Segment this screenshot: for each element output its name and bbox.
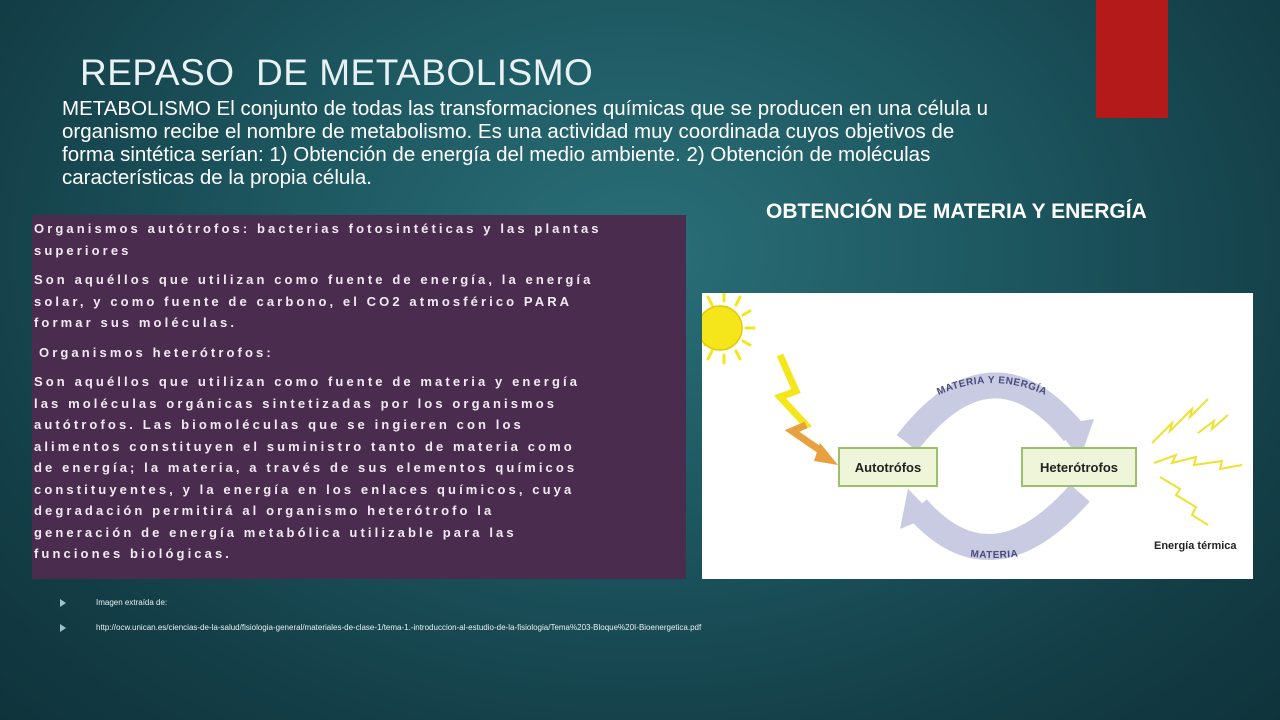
text-line: formar sus moléculas. — [34, 315, 238, 330]
text-line: Organismos autótrofos: bacterias fotosintéticas y las plantas — [34, 221, 602, 236]
references-list — [60, 598, 701, 648]
text-line: las moléculas orgánicas sintetizadas por los organismos — [34, 395, 558, 411]
autotrophs-label: Autotrófos — [854, 460, 922, 475]
text-line: funciones biológicas. — [34, 546, 233, 561]
heterotrophs-heading — [34, 342, 686, 364]
text-line: solar, y como fuente de carbono, el CO2 atmosférico PARA — [34, 293, 573, 309]
reference-link[interactable]: http://ocw.unican.es/ciencias-de-la-salud/fisiologia-general/materiales-de-clase-1/tema-1.-introduccion-al-estudio-de-la-fisiologia/Tema%203-Bloque%20I-Bioenergetica.pdf — [96, 623, 702, 632]
autotrophs-description — [34, 269, 686, 334]
intro-line: METABOLISMO El conjunto de todas las transformaciones químicas que se producen en una célula u — [62, 97, 989, 120]
autotrophs-box — [839, 448, 937, 486]
text-line: Organismos heterótrofos: — [39, 344, 274, 360]
diagram-heading: OBTENCIÓN DE MATERIA Y ENERGÍA — [766, 200, 1147, 223]
bullet-arrow-icon — [60, 599, 66, 607]
svg-text:MATERIA — [970, 548, 1019, 561]
text-line: constituyentes, y la energía en los enlaces químicos, cuya — [34, 481, 575, 497]
heterotrophs-label: Heterótrofos — [1039, 460, 1119, 475]
sunlight-bolt-icon — [780, 355, 838, 465]
matter-energy-label: MATERIA Y ENERGÍA — [935, 374, 1049, 398]
intro-line: forma sintética serían: 1) Obtención de energía del medio ambiente. 2) Obtención de moléculas — [62, 143, 931, 166]
organisms-text-box — [32, 215, 686, 579]
sun-icon — [702, 293, 754, 363]
heat-lines-icon — [1152, 399, 1242, 525]
reference-item — [60, 598, 701, 608]
matter-arrow — [900, 489, 1080, 561]
reference-item — [60, 623, 701, 633]
text-line: generación de energía metabólica utilizable para las — [34, 524, 517, 540]
matter-energy-arrow — [907, 375, 1094, 459]
text-line: Son aquéllos que utilizan como fuente de energía, la energía — [34, 272, 594, 287]
autotrophs-heading — [34, 218, 686, 261]
intro-line: características de la propia célula. — [62, 166, 372, 189]
text-line: Son aquéllos que utilizan como fuente de materia y energía — [34, 374, 581, 389]
intro-paragraph — [62, 97, 1242, 189]
reference-text: Imagen extraída de: — [96, 598, 168, 607]
heterotrophs-description — [34, 371, 686, 565]
thermal-energy-label: Energía térmica — [1154, 540, 1237, 552]
text-line: superiores — [34, 242, 132, 258]
intro-line: organismo recibe el nombre de metabolismo. Es una actividad muy coordinada cuyos objetivos de — [62, 120, 955, 143]
text-line: alimentos constituyen el suministro tanto de materia como — [34, 438, 575, 454]
bullet-arrow-icon — [60, 624, 66, 632]
heterotrophs-box — [1022, 448, 1136, 486]
slide-title: REPASO DE METABOLISMO — [80, 52, 594, 93]
matter-label: MATERIA — [970, 548, 1019, 562]
text-line: de energía; la materia, a través de sus elementos químicos — [34, 460, 578, 475]
metabolism-diagram — [702, 293, 1253, 579]
text-line: degradación permitirá al organismo heterótrofo la — [34, 503, 495, 518]
text-line: autótrofos. Las biomoléculas que se ingieren con los — [34, 417, 524, 432]
